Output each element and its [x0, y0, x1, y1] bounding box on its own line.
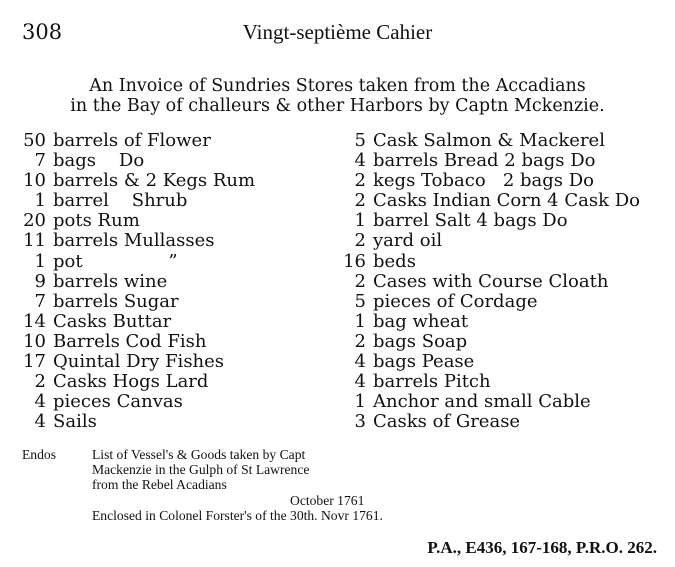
- item-description: beds: [373, 250, 416, 272]
- item-description: Barrels Cod Fish: [53, 330, 207, 352]
- invoice-row: [20, 372, 255, 392]
- invoice-row: [20, 131, 255, 151]
- item-quantity: 50: [23, 130, 46, 151]
- item-description: Casks Indian Corn 4 Cask Do: [373, 190, 640, 212]
- item-quantity: 14: [23, 310, 46, 332]
- item-description: bags Pease: [373, 351, 475, 373]
- item-quantity: 2: [354, 230, 366, 252]
- title-line-1: An Invoice of Sundries Stores taken from the Accadians: [89, 76, 586, 96]
- item-description: barrels Sugar: [53, 290, 179, 312]
- item-quantity: 9: [34, 270, 46, 292]
- endorsement-line: List of Vessel's & Goods taken by Capt: [92, 447, 306, 462]
- item-description: Casks of Grease: [373, 411, 521, 433]
- item-quantity: 2: [354, 330, 366, 352]
- item-quantity: 5: [354, 130, 366, 151]
- item-description: barrels Pitch: [373, 371, 491, 393]
- item-description: Quintal Dry Fishes: [53, 351, 225, 373]
- item-quantity: 7: [34, 290, 46, 312]
- invoice-row: [20, 231, 255, 251]
- invoice-row: [340, 352, 640, 372]
- item-quantity: 4: [354, 371, 366, 393]
- item-quantity: 1: [354, 210, 366, 232]
- item-description: barrel Salt 4 bags Do: [373, 210, 568, 232]
- item-description: Sails: [53, 411, 97, 433]
- endorsement-label: Endos: [22, 447, 56, 462]
- item-description: Casks Hogs Lard: [53, 371, 209, 393]
- invoice-row: [340, 231, 640, 251]
- invoice-row: [340, 131, 640, 151]
- invoice-row: [340, 252, 640, 272]
- item-quantity: 1: [354, 310, 366, 332]
- item-description: pots Rum: [53, 210, 140, 232]
- item-quantity: 2: [354, 270, 366, 292]
- invoice-row: [20, 412, 255, 432]
- invoice-row: [340, 412, 640, 432]
- item-quantity: 2: [354, 170, 366, 192]
- item-description: Cask Salmon & Mackerel: [373, 130, 605, 151]
- invoice-right-column: [340, 131, 640, 432]
- invoice-row: [340, 312, 640, 332]
- invoice-row: [340, 332, 640, 352]
- invoice-row: [20, 312, 255, 332]
- item-description: barrels wine: [53, 270, 168, 292]
- invoice-row: [340, 292, 640, 312]
- endorsement-date: October 1761: [290, 492, 365, 508]
- item-description: kegs Tobaco 2 bags Do: [373, 170, 595, 192]
- item-quantity: 4: [354, 351, 366, 373]
- item-description: bags Do: [53, 150, 145, 172]
- item-quantity: 7: [34, 150, 46, 172]
- item-quantity: 4: [354, 150, 366, 172]
- item-quantity: 1: [34, 250, 46, 272]
- invoice-row: [340, 392, 640, 412]
- invoice-row: [20, 352, 255, 372]
- invoice-row: [20, 191, 255, 211]
- invoice-row: [20, 151, 255, 171]
- item-description: yard oil: [373, 230, 443, 252]
- item-quantity: 16: [343, 250, 366, 272]
- invoice-row: [20, 252, 255, 272]
- item-quantity: 17: [23, 351, 46, 373]
- invoice-row: [340, 191, 640, 211]
- item-description: pot ”: [53, 250, 178, 272]
- invoice-row: [20, 272, 255, 292]
- invoice-row: [340, 211, 640, 231]
- invoice-row: [340, 372, 640, 392]
- invoice-row: [20, 211, 255, 231]
- item-quantity: 11: [23, 230, 46, 252]
- item-description: pieces of Cordage: [373, 290, 538, 312]
- invoice-left-column: [20, 131, 255, 432]
- item-quantity: 2: [354, 190, 366, 212]
- item-quantity: 1: [34, 190, 46, 212]
- item-description: pieces Canvas: [53, 391, 183, 413]
- item-quantity: 1: [354, 391, 366, 413]
- endorsement-line: Enclosed in Colonel Forster's of the 30th. Novr 1761.: [92, 507, 383, 523]
- item-quantity: 4: [34, 411, 46, 433]
- item-description: bags Soap: [373, 330, 468, 352]
- item-description: barrels & 2 Kegs Rum: [53, 170, 256, 192]
- item-description: Casks Buttar: [53, 310, 172, 332]
- item-quantity: 20: [23, 210, 46, 232]
- invoice-row: [20, 392, 255, 412]
- item-quantity: 3: [354, 411, 366, 433]
- invoice-title: [0, 76, 675, 116]
- item-quantity: 4: [34, 391, 46, 413]
- invoice-row: [340, 171, 640, 191]
- source-citation: P.A., E436, 167-168, P.R.O. 262.: [427, 538, 657, 557]
- endorsement-line: from the Rebel Acadians: [92, 477, 227, 493]
- invoice-row: [340, 151, 640, 171]
- item-description: barrels of Flower: [53, 130, 211, 151]
- item-description: barrel Shrub: [53, 190, 188, 212]
- item-description: Cases with Course Cloath: [373, 270, 609, 292]
- item-quantity: 10: [23, 330, 46, 352]
- item-description: Anchor and small Cable: [373, 391, 591, 413]
- invoice-row: [20, 332, 255, 352]
- invoice-row: [20, 171, 255, 191]
- item-description: barrels Mullasses: [53, 230, 215, 252]
- item-description: barrels Bread 2 bags Do: [373, 150, 596, 172]
- endorsement-body: [92, 447, 383, 523]
- item-quantity: 2: [34, 371, 46, 393]
- invoice-row: [20, 292, 255, 312]
- item-quantity: 5: [354, 290, 366, 312]
- running-head: Vingt-septième Cahier: [242, 20, 433, 44]
- item-description: bag wheat: [373, 310, 469, 332]
- endorsement-line: Mackenzie in the Gulph of St Lawrence: [92, 462, 310, 478]
- page-number: 308: [22, 20, 63, 44]
- invoice-row: [340, 272, 640, 292]
- title-line-2: in the Bay of challeurs & other Harbors by Captn Mckenzie.: [70, 96, 605, 116]
- item-quantity: 10: [23, 170, 46, 192]
